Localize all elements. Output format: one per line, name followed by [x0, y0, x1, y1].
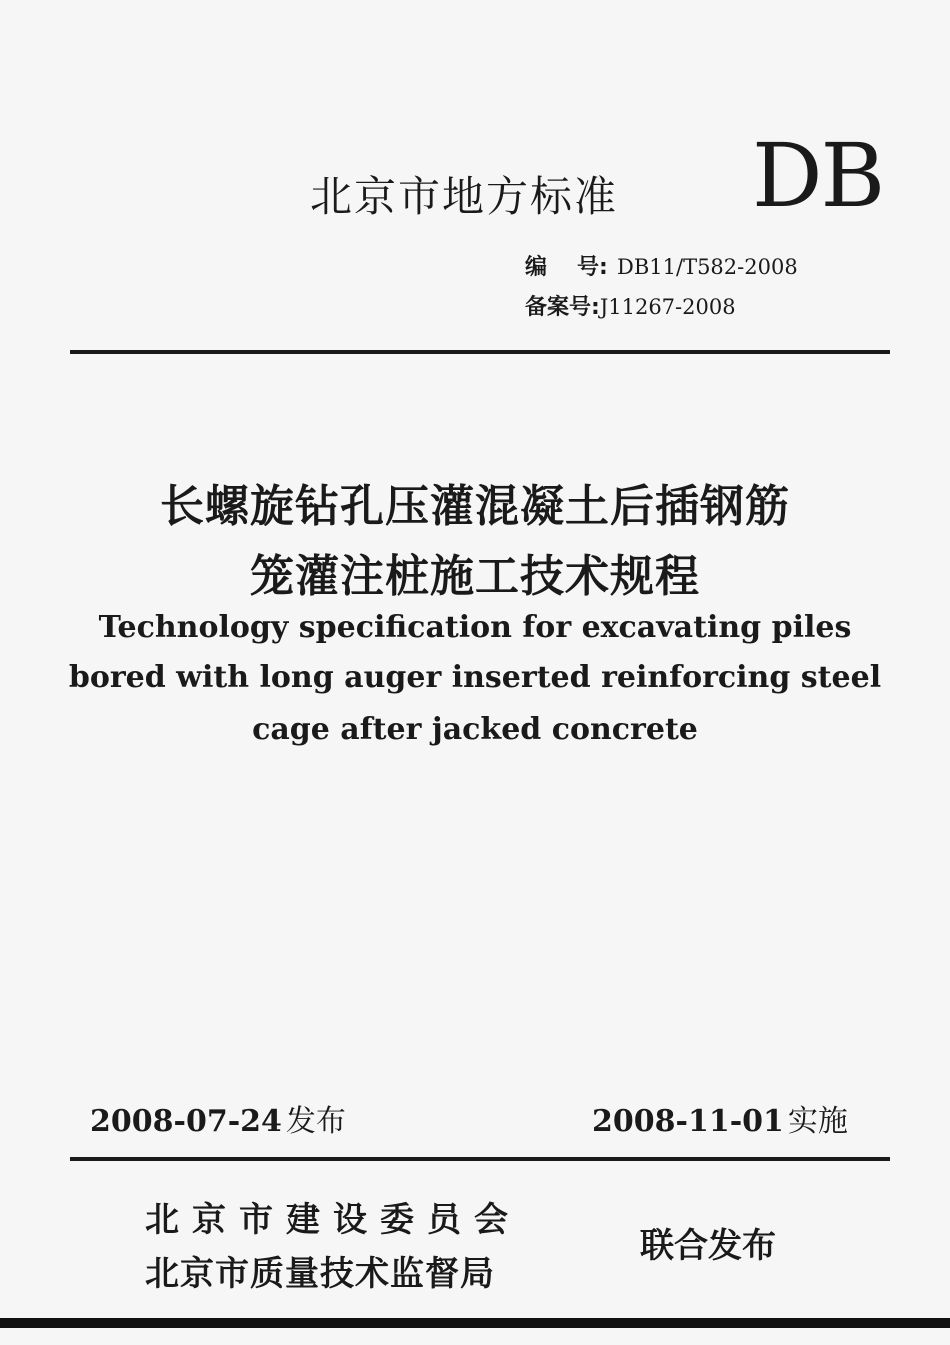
record-number-value: J11267-2008	[599, 295, 736, 319]
top-divider	[70, 350, 890, 354]
issue-date	[90, 1096, 346, 1140]
bottom-divider	[70, 1157, 890, 1161]
issue-date-value: 2008-07-24	[90, 1104, 282, 1139]
effective-date	[592, 1096, 848, 1140]
title-cn-line1: 长螺旋钻孔压灌混凝土后插钢筋	[160, 481, 790, 532]
standard-number-value: DB11/T582-2008	[617, 255, 798, 279]
db-mark: DB	[752, 124, 884, 227]
title-en-line1: Technology specification for excavating piles	[98, 610, 852, 645]
effective-date-suffix: 实施	[787, 1104, 848, 1139]
standard-number-row	[525, 250, 798, 281]
title-en-line2: bored with long auger inserted reinforcing steel	[68, 660, 882, 695]
title-en-line3: cage after jacked concrete	[252, 712, 698, 747]
record-number-row	[525, 290, 736, 321]
standard-number-label: 编 号:	[525, 255, 608, 280]
issuer-org1: 北京市建设委员会	[145, 1200, 521, 1240]
effective-date-value: 2008-11-01	[592, 1104, 784, 1139]
joint-issue-label: 联合发布	[640, 1226, 776, 1266]
issuer-org2: 北京市质量技术监督局	[145, 1254, 495, 1294]
standard-type: 北京市地方标准	[310, 172, 619, 221]
record-number-label: 备案号:	[525, 295, 600, 320]
page-bottom-edge	[0, 1318, 950, 1328]
title-cn-line2: 笼灌注桩施工技术规程	[250, 551, 700, 602]
issue-date-suffix: 发布	[285, 1104, 346, 1139]
